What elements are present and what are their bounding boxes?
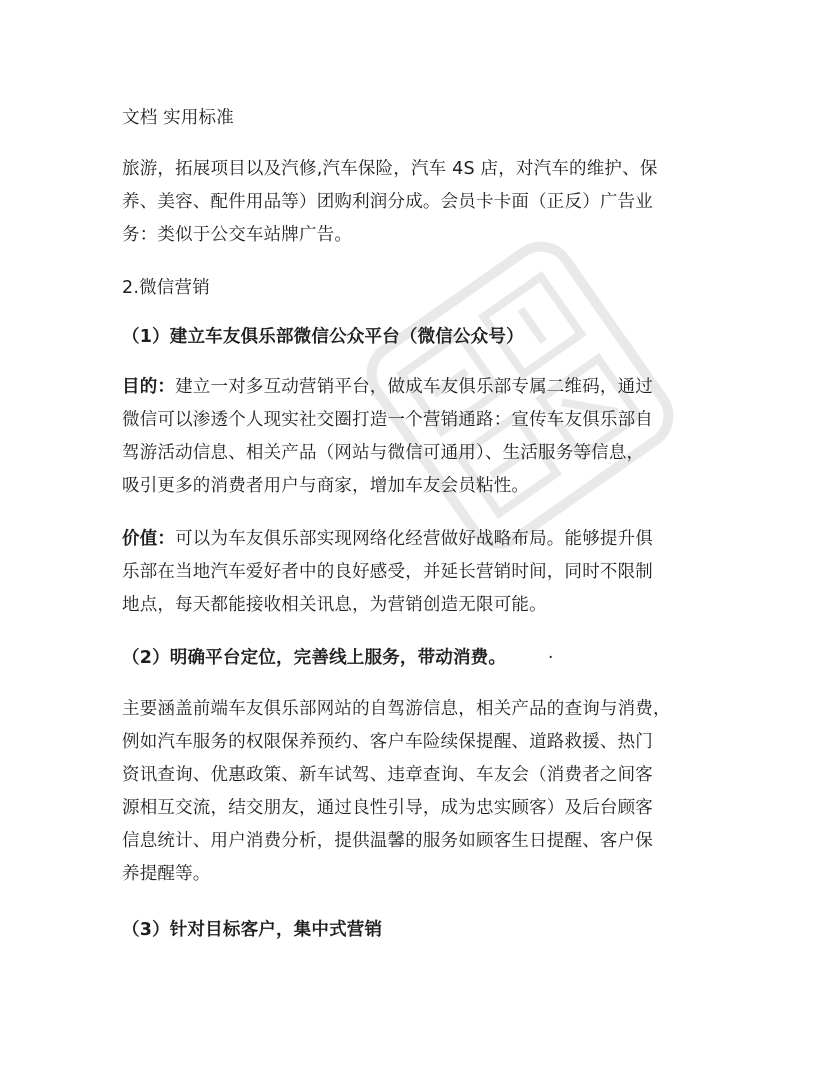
- value-line-1: [122, 527, 653, 551]
- services-line-5: 信息统计、用户消费分析，提供温馨的服务如顾客生日提醒、客户保: [122, 831, 653, 851]
- services-line-4: 源相互交流，结交朋友，通过良性引导，成为忠实顾客）及后台顾客: [122, 798, 653, 818]
- services-line-6: 养提醒等。: [122, 864, 211, 884]
- value-line-2: 乐部在当地汽车爱好者中的良好感受，并延长营销时间，同时不限制: [122, 562, 653, 582]
- intro-line-2: 养、美容、配件用品等）团购利润分成。会员卡卡面（正反）广告业: [122, 192, 653, 212]
- purpose-label: 目的：: [122, 377, 176, 397]
- intro-line-1: 旅游，拓展项目以及汽修,汽车保险，汽车 4S 店，对汽车的维护、保: [122, 159, 658, 179]
- intro-line-3: 务：类似于公交车站牌广告。: [122, 225, 353, 245]
- section-heading-wechat-marketing: 2.微信营销: [122, 278, 210, 298]
- purpose-line-3: 驾游活动信息、相关产品（网站与微信可通用）、生活服务等信息，: [122, 443, 645, 463]
- subsection-heading-2: （2）明确平台定位，完善线上服务，带动消费。: [122, 648, 507, 668]
- subsection-heading-3: （3）针对目标客户，集中式营销: [122, 920, 383, 940]
- subsection-heading-1: （1）建立车友俱乐部微信公众平台（微信公众号）: [122, 327, 524, 347]
- services-line-3: 资讯查询、优惠政策、新车试驾、违章查询、车友会（消费者之间客: [122, 765, 653, 785]
- purpose-line-2: 微信可以渗透个人现实社交圈打造一个营销通路：宣传车友俱乐部自: [122, 410, 653, 430]
- trailing-dot: ·: [548, 648, 554, 668]
- services-line-1: 主要涵盖前端车友俱乐部网站的自驾游信息，相关产品的查询与消费，: [122, 699, 671, 719]
- purpose-line-1: [122, 375, 653, 399]
- value-text-1: 可以为车友俱乐部实现网络化经营做好战略布局。能够提升俱: [175, 529, 654, 549]
- services-line-2: 例如汽车服务的权限保养预约、客户车险续保提醒、道路救援、热门: [122, 732, 653, 752]
- value-line-3: 地点，每天都能接收相关讯息，为营销创造无限可能。: [122, 595, 547, 615]
- value-label: 价值：: [122, 529, 176, 549]
- purpose-line-4: 吸引更多的消费者用户与商家，增加车友会员粘性。: [122, 476, 530, 496]
- purpose-text-1: 建立一对多互动营销平台，做成车友俱乐部专属二维码，通过: [175, 377, 654, 397]
- page-header: 文档 实用标准: [122, 108, 234, 128]
